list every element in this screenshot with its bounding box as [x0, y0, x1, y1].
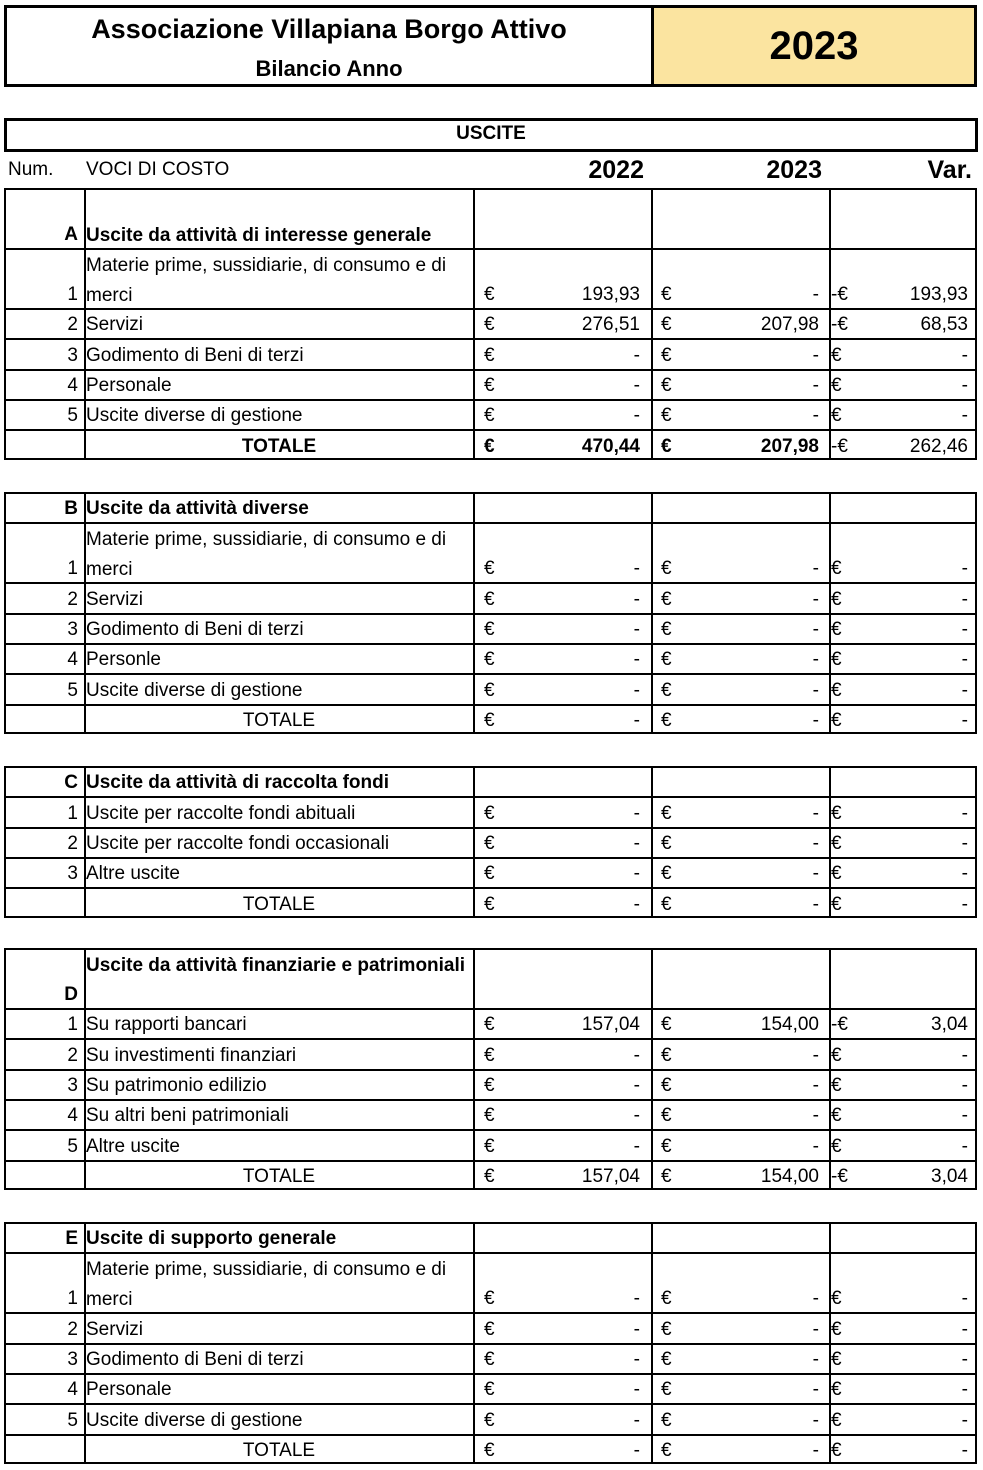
euro-2022: €	[484, 1044, 495, 1066]
value-2022: -	[633, 558, 640, 580]
row-label: Godimento di Beni di terzi	[86, 618, 304, 640]
row-number: 4	[67, 649, 78, 671]
euro-var: €	[831, 1288, 842, 1310]
euro-var: €	[831, 1135, 842, 1157]
value-2022: -	[633, 832, 640, 854]
row-divider	[6, 248, 975, 250]
header-year: 2023	[651, 8, 974, 84]
row-divider	[6, 1129, 975, 1131]
value-2023: 207,98	[760, 314, 819, 336]
euro-2022: €	[484, 1379, 495, 1401]
row-number: 3	[67, 863, 78, 885]
euro-2022: €	[484, 588, 495, 610]
value-2023: 207,98	[760, 435, 819, 457]
row-label: Uscite per raccolte fondi abituali	[86, 802, 356, 824]
section-title: Uscite da attività diverse	[86, 498, 309, 520]
euro-var: -€	[831, 314, 848, 336]
euro-2023: €	[661, 374, 672, 396]
value-2022: -	[633, 344, 640, 366]
value-var: -	[961, 709, 968, 731]
euro-var: €	[831, 832, 842, 854]
value-var: 262,46	[909, 435, 968, 457]
row-label: Uscite per raccolte fondi occasionali	[86, 832, 390, 854]
value-2022: -	[633, 649, 640, 671]
value-2023: -	[812, 344, 819, 366]
euro-2022: €	[484, 374, 495, 396]
euro-2022: €	[484, 832, 495, 854]
row-divider	[6, 308, 975, 310]
total-label: TOTALE	[242, 1439, 316, 1461]
euro-2022: €	[484, 405, 495, 427]
row-divider	[6, 1160, 975, 1162]
value-2023: -	[812, 1409, 819, 1431]
section-a	[4, 188, 977, 460]
value-2022: 276,51	[581, 314, 640, 336]
value-2022: -	[633, 1105, 640, 1127]
euro-2023: €	[661, 618, 672, 640]
section-title: Uscite di supporto generale	[86, 1228, 337, 1250]
column-divider	[651, 190, 653, 458]
row-label: Materie prime, sussidiarie, di consumo e di merci	[86, 529, 447, 581]
value-2022: -	[633, 1379, 640, 1401]
euro-2023: €	[661, 558, 672, 580]
total-label: TOTALE	[242, 1165, 316, 1187]
row-divider	[6, 429, 975, 431]
value-var: -	[961, 802, 968, 824]
col-header-voci: VOCI DI COSTO	[86, 159, 230, 180]
row-number: 1	[67, 284, 78, 305]
value-var: -	[961, 1318, 968, 1340]
euro-2023: €	[661, 1318, 672, 1340]
euro-var: €	[831, 1348, 842, 1370]
euro-2022: €	[484, 314, 495, 336]
euro-2022: €	[484, 1165, 495, 1187]
value-2023: -	[812, 284, 819, 305]
euro-2022: €	[484, 1288, 495, 1310]
row-label: Uscite diverse di gestione	[86, 405, 303, 427]
row-number: 3	[67, 618, 78, 640]
total-label: TOTALE	[242, 893, 316, 915]
row-label: Uscite diverse di gestione	[86, 679, 303, 701]
euro-2023: €	[661, 1165, 672, 1187]
section-title: Uscite da attività di raccolta fondi	[86, 772, 390, 794]
euro-2022: €	[484, 1135, 495, 1157]
value-2023: 154,00	[760, 1014, 819, 1036]
euro-2023: €	[661, 893, 672, 915]
euro-2023: €	[661, 802, 672, 824]
value-var: -	[961, 893, 968, 915]
euro-2022: €	[484, 435, 495, 457]
value-var: 193,93	[909, 284, 968, 305]
org-name: Associazione Villapiana Borgo Attivo	[91, 14, 567, 44]
row-number: 5	[67, 1135, 78, 1157]
euro-2023: €	[661, 1105, 672, 1127]
euro-2023: €	[661, 1135, 672, 1157]
value-2023: -	[812, 1348, 819, 1370]
value-2023: -	[812, 588, 819, 610]
value-var: -	[961, 1348, 968, 1370]
row-number: 5	[67, 679, 78, 701]
euro-2023: €	[661, 1379, 672, 1401]
row-number: 2	[67, 314, 78, 336]
section-title: Uscite da attività finanziarie e patrimoniali	[86, 955, 466, 976]
row-label: Uscite diverse di gestione	[86, 1409, 303, 1431]
euro-var: €	[831, 649, 842, 671]
value-var: -	[961, 863, 968, 885]
column-divider	[651, 768, 653, 916]
euro-var: €	[831, 679, 842, 701]
row-label: Altre uscite	[86, 863, 180, 885]
euro-var: €	[831, 802, 842, 824]
euro-2023: €	[661, 284, 672, 305]
row-number: 4	[67, 374, 78, 396]
value-var: -	[961, 588, 968, 610]
euro-2023: €	[661, 1014, 672, 1036]
euro-2023: €	[661, 649, 672, 671]
row-number: 4	[67, 1105, 78, 1127]
value-var: -	[961, 1105, 968, 1127]
euro-2023: €	[661, 709, 672, 731]
value-2022: 193,93	[581, 284, 640, 305]
euro-2022: €	[484, 649, 495, 671]
col-header-2022: 2022	[588, 156, 644, 184]
value-2023: -	[812, 1379, 819, 1401]
euro-2022: €	[484, 863, 495, 885]
euro-2023: €	[661, 679, 672, 701]
value-2022: 470,44	[581, 435, 640, 457]
row-number: 3	[67, 1348, 78, 1370]
value-2022: -	[633, 1318, 640, 1340]
col-header-2023: 2023	[766, 156, 822, 184]
value-var: 3,04	[931, 1165, 968, 1187]
value-2023: -	[812, 405, 819, 427]
euro-2022: €	[484, 1074, 495, 1096]
value-var: -	[961, 405, 968, 427]
row-label: Su patrimonio edilizio	[86, 1074, 267, 1096]
section-d	[4, 948, 977, 1190]
value-2023: -	[812, 893, 819, 915]
euro-var: €	[831, 1379, 842, 1401]
value-2023: -	[812, 618, 819, 640]
euro-2022: €	[484, 618, 495, 640]
row-number: 2	[67, 832, 78, 854]
section-b	[4, 492, 977, 734]
row-number: 3	[67, 1074, 78, 1096]
row-label: Su rapporti bancari	[86, 1014, 247, 1036]
value-2022: -	[633, 709, 640, 731]
value-var: -	[961, 1074, 968, 1096]
euro-var: -€	[831, 284, 848, 305]
row-divider	[6, 1312, 975, 1314]
euro-2023: €	[661, 314, 672, 336]
value-2022: -	[633, 893, 640, 915]
row-divider	[6, 857, 975, 859]
value-2022: 157,04	[581, 1014, 640, 1036]
euro-var: €	[831, 863, 842, 885]
euro-2022: €	[484, 1439, 495, 1461]
row-divider	[6, 1099, 975, 1101]
row-number: 5	[67, 1409, 78, 1431]
euro-var: €	[831, 1439, 842, 1461]
value-var: -	[961, 1379, 968, 1401]
euro-var: €	[831, 1105, 842, 1127]
value-2022: -	[633, 1348, 640, 1370]
euro-2023: €	[661, 405, 672, 427]
value-2022: -	[633, 1044, 640, 1066]
document-header	[4, 5, 977, 87]
value-var: -	[961, 1439, 968, 1461]
value-var: -	[961, 649, 968, 671]
value-var: -	[961, 558, 968, 580]
value-2023: -	[812, 1439, 819, 1461]
row-divider	[6, 887, 975, 889]
row-divider	[6, 643, 975, 645]
row-divider	[6, 1373, 975, 1375]
col-header-var: Var.	[927, 156, 972, 184]
value-2022: -	[633, 802, 640, 824]
euro-2022: €	[484, 1409, 495, 1431]
row-label: Materie prime, sussidiarie, di consumo e di merci	[86, 1259, 447, 1311]
value-2022: -	[633, 1439, 640, 1461]
euro-var: €	[831, 374, 842, 396]
euro-var: €	[831, 1044, 842, 1066]
row-label: Materie prime, sussidiarie, di consumo e di merci	[86, 255, 447, 306]
euro-2022: €	[484, 893, 495, 915]
euro-2023: €	[661, 832, 672, 854]
row-divider	[6, 1434, 975, 1436]
row-divider	[6, 522, 975, 524]
euro-2023: €	[661, 1288, 672, 1310]
euro-2022: €	[484, 679, 495, 701]
euro-2022: €	[484, 1014, 495, 1036]
row-divider	[6, 704, 975, 706]
header-title-block	[7, 8, 651, 84]
row-number: 5	[67, 405, 78, 427]
euro-2022: €	[484, 1105, 495, 1127]
value-2023: -	[812, 558, 819, 580]
section-letter: D	[64, 984, 78, 1005]
col-header-num: Num.	[8, 159, 54, 180]
value-var: -	[961, 1044, 968, 1066]
row-label: Altre uscite	[86, 1135, 180, 1157]
row-divider	[6, 1252, 975, 1254]
value-2022: -	[633, 1135, 640, 1157]
euro-var: €	[831, 1409, 842, 1431]
row-divider	[6, 613, 975, 615]
column-divider	[473, 190, 475, 458]
euro-2023: €	[661, 1348, 672, 1370]
euro-2023: €	[661, 1044, 672, 1066]
row-divider	[6, 369, 975, 371]
section-title: Uscite da attività di interesse generale	[86, 225, 432, 246]
value-2023: 154,00	[760, 1165, 819, 1187]
value-2022: -	[633, 679, 640, 701]
euro-2022: €	[484, 709, 495, 731]
value-var: -	[961, 344, 968, 366]
row-number: 4	[67, 1379, 78, 1401]
row-number: 2	[67, 1318, 78, 1340]
value-var: -	[961, 1135, 968, 1157]
euro-2023: €	[661, 435, 672, 457]
header-subtitle: Bilancio Anno	[255, 56, 403, 81]
row-label: Godimento di Beni di terzi	[86, 344, 304, 366]
section-letter: B	[64, 498, 78, 520]
value-2023: -	[812, 649, 819, 671]
value-2022: -	[633, 1409, 640, 1431]
euro-2022: €	[484, 558, 495, 580]
value-2023: -	[812, 1044, 819, 1066]
row-number: 2	[67, 1044, 78, 1066]
value-2022: -	[633, 618, 640, 640]
row-divider	[6, 399, 975, 401]
value-2022: -	[633, 1288, 640, 1310]
row-label: Su investimenti finanziari	[86, 1044, 297, 1066]
euro-2023: €	[661, 588, 672, 610]
section-letter: A	[64, 224, 78, 245]
euro-var: €	[831, 344, 842, 366]
value-2022: 157,04	[581, 1165, 640, 1187]
value-2023: -	[812, 1135, 819, 1157]
euro-var: €	[831, 618, 842, 640]
row-divider	[6, 827, 975, 829]
row-label: Personale	[86, 374, 172, 396]
euro-var: €	[831, 1318, 842, 1340]
value-2023: -	[812, 1318, 819, 1340]
euro-2023: €	[661, 1439, 672, 1461]
section-letter: C	[64, 772, 78, 794]
row-divider	[6, 1403, 975, 1405]
euro-2022: €	[484, 1318, 495, 1340]
row-divider	[6, 1008, 975, 1010]
euro-2022: €	[484, 344, 495, 366]
euro-var: €	[831, 709, 842, 731]
row-label: Godimento di Beni di terzi	[86, 1348, 304, 1370]
value-var: 68,53	[920, 314, 968, 336]
euro-2022: €	[484, 284, 495, 305]
row-divider	[6, 1343, 975, 1345]
row-label: Personle	[86, 649, 161, 671]
euro-var: €	[831, 558, 842, 580]
row-number: 3	[67, 344, 78, 366]
value-2023: -	[812, 1105, 819, 1127]
euro-2023: €	[661, 1409, 672, 1431]
row-number: 2	[67, 588, 78, 610]
row-divider	[6, 673, 975, 675]
value-2022: -	[633, 588, 640, 610]
section-letter: E	[65, 1228, 78, 1250]
euro-2023: €	[661, 344, 672, 366]
section-c	[4, 766, 977, 918]
euro-2023: €	[661, 863, 672, 885]
section-band-uscite: USCITE	[4, 118, 978, 152]
row-number: 1	[67, 558, 78, 580]
row-label: Servizi	[86, 314, 144, 336]
value-2022: -	[633, 405, 640, 427]
euro-2023: €	[661, 1074, 672, 1096]
euro-var: €	[831, 405, 842, 427]
value-2023: -	[812, 374, 819, 396]
row-label: Servizi	[86, 588, 144, 610]
value-var: -	[961, 1288, 968, 1310]
value-var: 3,04	[931, 1014, 968, 1036]
total-label: TOTALE	[242, 709, 316, 731]
value-2022: -	[633, 1074, 640, 1096]
euro-var: -€	[831, 1014, 848, 1036]
euro-var: -€	[831, 1165, 848, 1187]
value-var: -	[961, 618, 968, 640]
euro-var: €	[831, 893, 842, 915]
value-2023: -	[812, 709, 819, 731]
value-2022: -	[633, 374, 640, 396]
value-var: -	[961, 832, 968, 854]
value-2023: -	[812, 1074, 819, 1096]
section-e	[4, 1222, 977, 1464]
row-number: 1	[67, 1014, 78, 1036]
row-number: 1	[67, 1288, 78, 1310]
value-2023: -	[812, 802, 819, 824]
row-divider	[6, 338, 975, 340]
value-2023: -	[812, 1288, 819, 1310]
row-divider	[6, 582, 975, 584]
value-2022: -	[633, 863, 640, 885]
value-2023: -	[812, 679, 819, 701]
row-number: 1	[67, 802, 78, 824]
row-divider	[6, 796, 975, 798]
value-2023: -	[812, 863, 819, 885]
value-var: -	[961, 374, 968, 396]
value-var: -	[961, 1409, 968, 1431]
row-label: Servizi	[86, 1318, 144, 1340]
row-divider	[6, 1069, 975, 1071]
euro-var: €	[831, 588, 842, 610]
row-label: Personale	[86, 1379, 172, 1401]
total-label: TOTALE	[241, 435, 317, 457]
euro-var: -€	[831, 435, 848, 457]
value-var: -	[961, 679, 968, 701]
euro-2022: €	[484, 802, 495, 824]
euro-var: €	[831, 1074, 842, 1096]
row-divider	[6, 1038, 975, 1040]
row-label: Su altri beni patrimoniali	[86, 1105, 289, 1127]
euro-2022: €	[484, 1348, 495, 1370]
value-2023: -	[812, 832, 819, 854]
